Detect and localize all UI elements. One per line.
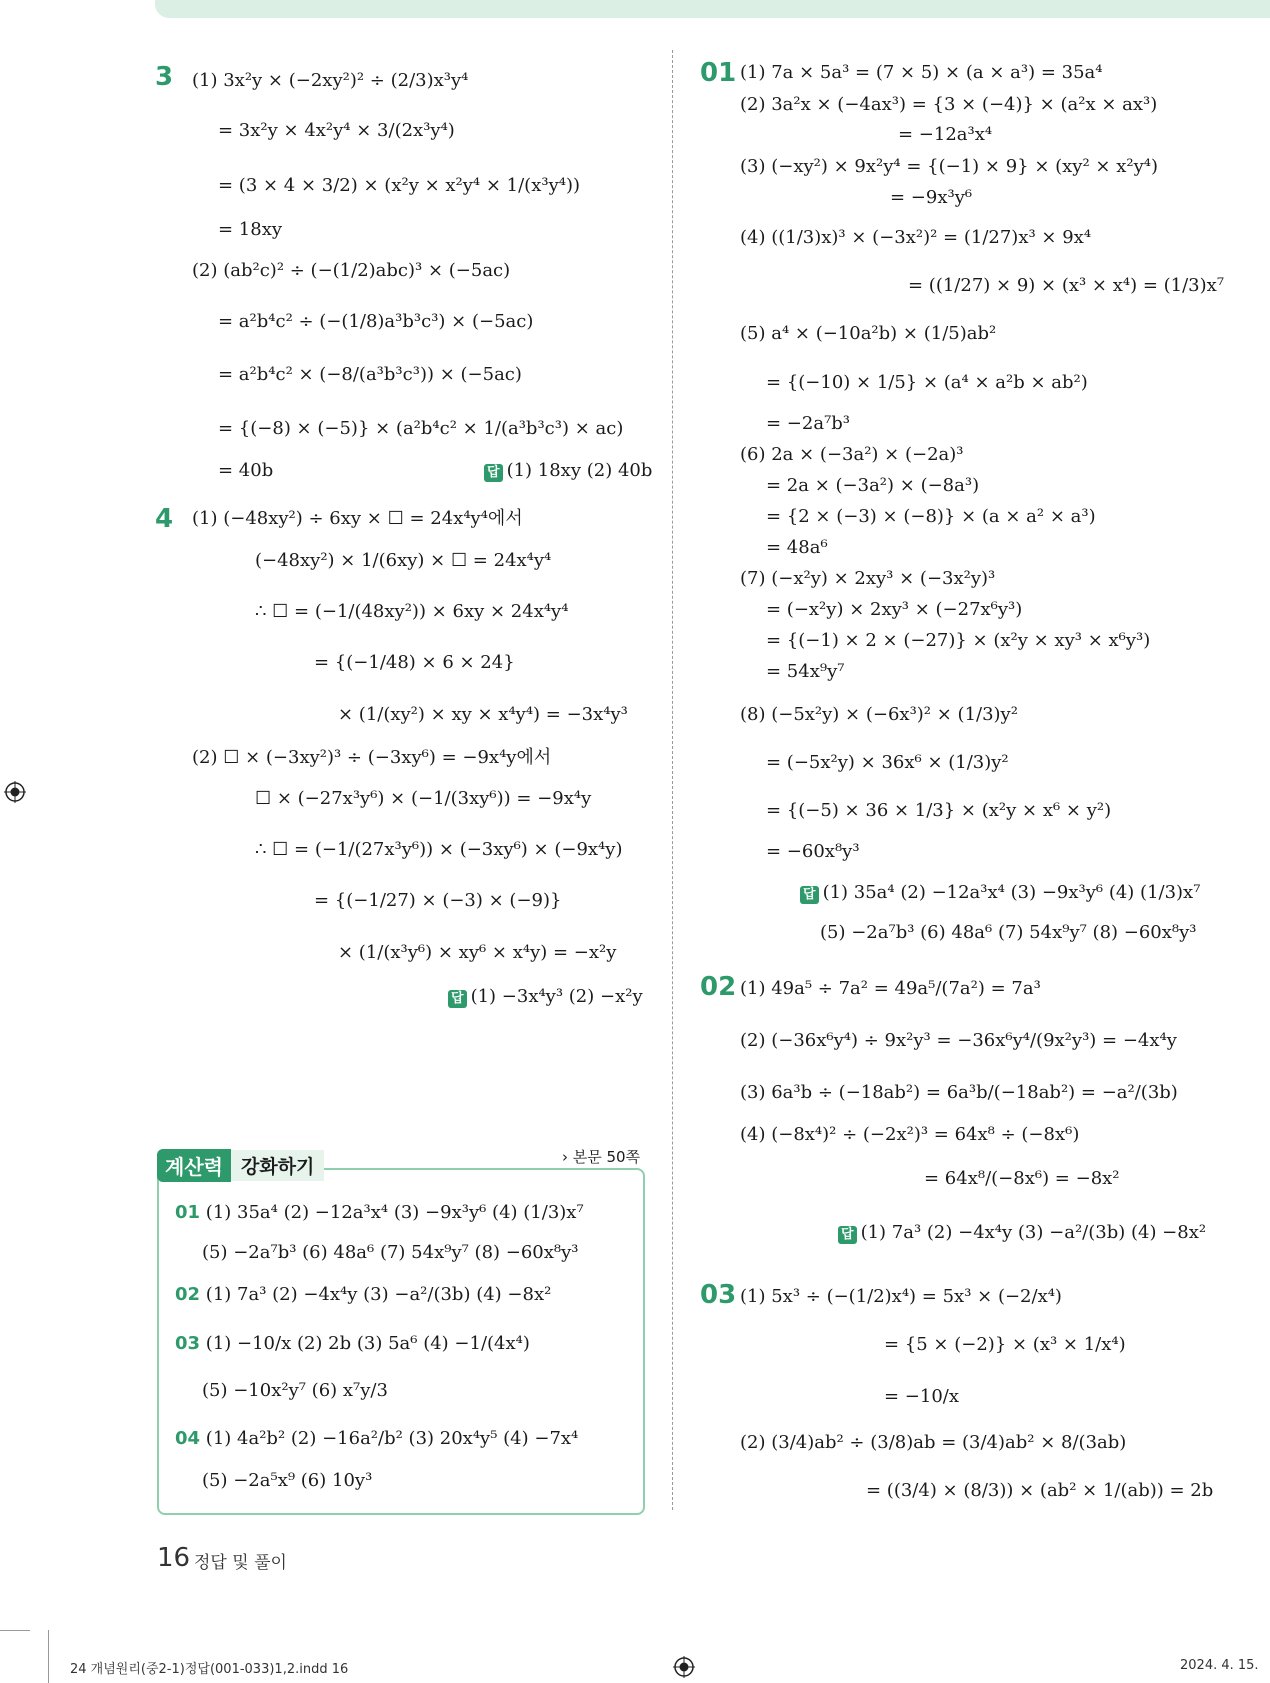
- imprint-file: 24 개념원리(중2-1)정답(001-033)1,2.indd 16: [70, 1662, 349, 1677]
- solution-line: (2) (3/4)ab² ÷ (3/8)ab = (3/4)ab² × 8/(3ab): [740, 1432, 1127, 1453]
- solution-line: = {(−5) × 36 × 1/3} × (x²y × x⁶ × y²): [766, 800, 1112, 821]
- solution-line: = −60x⁸y³: [766, 841, 860, 862]
- box-row: [202, 1242, 579, 1264]
- solution-line: (2) (ab²c)² ÷ (−(1/2)abc)³ × (−5ac): [192, 260, 511, 281]
- answer: [800, 882, 1200, 904]
- solution-line: = {(−1/27) × (−3) × (−9)}: [314, 890, 562, 911]
- box-row-text: (1) 4a²b² (2) −16a²/b² (3) 20x⁴y⁵ (4) −7x⁴: [205, 1428, 579, 1449]
- solution-line: (5) a⁴ × (−10a²b) × (1/5)ab²: [740, 323, 997, 344]
- solution-line: ∴ ☐ = (−1/(27x³y⁶)) × (−3xy⁶) × (−9x⁴y): [255, 839, 623, 860]
- box-row: [202, 1470, 372, 1492]
- column-divider: [672, 50, 673, 1510]
- solution-line: (3) (−xy²) × 9x²y⁴ = {(−1) × 9} × (xy² × x²y⁴): [740, 156, 1158, 177]
- solution-line: × (1/(x³y⁶) × xy⁶ × x⁴y) = −x²y: [338, 942, 617, 963]
- answer-badge: 답: [448, 990, 467, 1008]
- answer-text: (1) 7a³ (2) −4x⁴y (3) −a²/(3b) (4) −8x²: [860, 1222, 1207, 1243]
- solution-line: (1) (−48xy²) ÷ 6xy × ☐ = 24x⁴y⁴에서: [192, 508, 523, 529]
- crop-mark: [0, 1630, 30, 1631]
- solution-line: = (−5x²y) × 36x⁶ × (1/3)y²: [766, 752, 1009, 773]
- solution-line: (2) 3a²x × (−4ax³) = {3 × (−4)} × (a²x × ax³): [740, 94, 1158, 115]
- box-row-text: (1) 35a⁴ (2) −12a³x⁴ (3) −9x³y⁶ (4) (1/3)x⁷: [205, 1202, 584, 1223]
- solution-line: = −2a⁷b³: [766, 413, 851, 434]
- solution-line: (1) 3x²y × (−2xy²)² ÷ (2/3)x³y⁴: [192, 70, 469, 91]
- box-row-text: (1) −10/x (2) 2b (3) 5a⁶ (4) −1/(4x⁴): [205, 1333, 530, 1354]
- solution-line: = −12a³x⁴: [898, 124, 993, 145]
- solution-line: (3) 6a³b ÷ (−18ab²) = 6a³b/(−18ab²) = −a²/(3b): [740, 1082, 1178, 1103]
- page-label: 정답 및 풀이: [194, 1553, 287, 1573]
- solution-line: (1) 5x³ ÷ (−(1/2)x⁴) = 5x³ × (−2/x⁴): [740, 1286, 1062, 1307]
- solution-line: = 54x⁹y⁷: [766, 661, 845, 682]
- solution-line: = {(−1) × 2 × (−27)} × (x²y × xy³ × x⁶y³): [766, 630, 1151, 651]
- solution-line: = ((3/4) × (8/3)) × (ab² × 1/(ab)) = 2b: [866, 1480, 1214, 1501]
- solution-line: × (1/(xy²) × xy × x⁴y⁴) = −3x⁴y³: [338, 704, 628, 725]
- problem-number: 01: [700, 58, 737, 88]
- solution-line: = {(−1/48) × 6 × 24}: [314, 652, 515, 673]
- answer: (5) −2a⁷b³ (6) 48a⁶ (7) 54x⁹y⁷ (8) −60x⁸y³: [820, 922, 1197, 943]
- box-row: [175, 1428, 578, 1450]
- solution-line: (4) (−8x⁴)² ÷ (−2x²)³ = 64x⁸ ÷ (−8x⁶): [740, 1124, 1080, 1145]
- solution-line: = 64x⁸/(−8x⁶) = −8x²: [924, 1168, 1120, 1189]
- solution-line: = (−x²y) × 2xy³ × (−27x⁶y³): [766, 599, 1023, 620]
- answer: [838, 1222, 1206, 1244]
- solution-line: (2) (−36x⁶y⁴) ÷ 9x²y³ = −36x⁶y⁴/(9x²y³) = −4x⁴y: [740, 1030, 1177, 1051]
- answer-text: (1) −3x⁴y³ (2) −x²y: [470, 986, 643, 1007]
- solution-line: (6) 2a × (−3a²) × (−2a)³: [740, 444, 964, 465]
- box-row: [175, 1284, 551, 1306]
- solution-line: = 2a × (−3a²) × (−8a³): [766, 475, 980, 496]
- box-row: [202, 1380, 388, 1402]
- box-row-text: (1) 7a³ (2) −4x⁴y (3) −a²/(3b) (4) −8x²: [205, 1284, 552, 1305]
- solution-line: = {(−10) × 1/5} × (a⁴ × a²b × ab²): [766, 372, 1088, 393]
- solution-line: = a²b⁴c² ÷ (−(1/8)a³b³c³) × (−5ac): [218, 311, 534, 332]
- registration-mark-icon: [4, 781, 26, 803]
- solution-line: = 18xy: [218, 219, 283, 240]
- imprint-date: 2024. 4. 15.: [1180, 1658, 1259, 1673]
- solution-line: = {2 × (−3) × (−8)} × (a × a² × a³): [766, 506, 1096, 527]
- box-row-number: 03: [175, 1333, 201, 1354]
- box-row-number: 02: [175, 1284, 201, 1305]
- solution-line: (1) 7a × 5a³ = (7 × 5) × (a × a³) = 35a⁴: [740, 62, 1103, 83]
- box-row-text: (5) −10x²y⁷ (6) x⁷y/3: [202, 1380, 388, 1401]
- page-number: 16: [157, 1543, 191, 1573]
- solution-line: = 3x²y × 4x²y⁴ × 3/(2x³y⁴): [218, 120, 455, 141]
- solution-line: (1) 49a⁵ ÷ 7a² = 49a⁵/(7a²) = 7a³: [740, 978, 1041, 999]
- answer: [484, 460, 652, 482]
- problem-number: 03: [700, 1280, 737, 1310]
- answer-text: (1) 35a⁴ (2) −12a³x⁴ (3) −9x³y⁶ (4) (1/3)x⁷: [822, 882, 1201, 903]
- registration-mark-icon: [673, 1656, 695, 1678]
- solution-line: = {5 × (−2)} × (x³ × 1/x⁴): [884, 1334, 1126, 1355]
- box-row-text: (5) −2a⁵x⁹ (6) 10y³: [202, 1470, 373, 1491]
- solution-line: = −9x³y⁶: [890, 187, 973, 208]
- solution-line: = ((1/27) × 9) × (x³ × x⁴) = (1/3)x⁷: [908, 275, 1225, 296]
- answer-text: (1) 18xy (2) 40b: [506, 460, 653, 481]
- solution-line: ∴ ☐ = (−1/(48xy²)) × 6xy × 24x⁴y⁴: [255, 601, 569, 622]
- solution-line: = {(−8) × (−5)} × (a²b⁴c² × 1/(a³b³c³) × ac): [218, 418, 624, 439]
- problem-number: 4: [155, 504, 174, 534]
- solution-line: = 48a⁶: [766, 537, 828, 558]
- answer: [448, 986, 643, 1008]
- solution-line: (−48xy²) × 1/(6xy) × ☐ = 24x⁴y⁴: [255, 550, 552, 571]
- box-row: [175, 1333, 530, 1355]
- problem-number: 02: [700, 972, 737, 1002]
- reference-link: › 본문 50쪽: [562, 1148, 641, 1166]
- top-band: [155, 0, 1270, 18]
- box-row-number: 01: [175, 1202, 201, 1223]
- box-row: [175, 1202, 584, 1224]
- solution-line: = 40b: [218, 460, 274, 481]
- solution-line: = (3 × 4 × 3/2) × (x²y × x²y⁴ × 1/(x³y⁴)): [218, 175, 580, 196]
- solution-line: (2) ☐ × (−3xy²)³ ÷ (−3xy⁶) = −9x⁴y에서: [192, 747, 552, 768]
- answer-badge: 답: [800, 886, 819, 904]
- solution-line: (7) (−x²y) × 2xy³ × (−3x²y)³: [740, 568, 996, 589]
- box-tag-secondary: 강화하기: [231, 1150, 324, 1181]
- solution-line: (8) (−5x²y) × (−6x³)² × (1/3)y²: [740, 704, 1018, 725]
- answer-badge: 답: [838, 1226, 857, 1244]
- solution-line: = −10/x: [884, 1386, 960, 1407]
- crop-mark: [48, 1630, 49, 1683]
- box-row-text: (5) −2a⁷b³ (6) 48a⁶ (7) 54x⁹y⁷ (8) −60x⁸y³: [202, 1242, 579, 1263]
- solution-line: = a²b⁴c² × (−8/(a³b³c³)) × (−5ac): [218, 364, 522, 385]
- solution-line: ☐ × (−27x³y⁶) × (−1/(3xy⁶)) = −9x⁴y: [255, 788, 592, 809]
- box-tag-primary: 계산력: [157, 1149, 231, 1182]
- problem-number: 3: [155, 62, 174, 92]
- solution-line: (4) ((1/3)x)³ × (−3x²)² = (1/27)x³ × 9x⁴: [740, 227, 1092, 248]
- box-row-number: 04: [175, 1428, 201, 1449]
- answer-badge: 답: [484, 464, 503, 482]
- summary-box-tag: [157, 1148, 324, 1182]
